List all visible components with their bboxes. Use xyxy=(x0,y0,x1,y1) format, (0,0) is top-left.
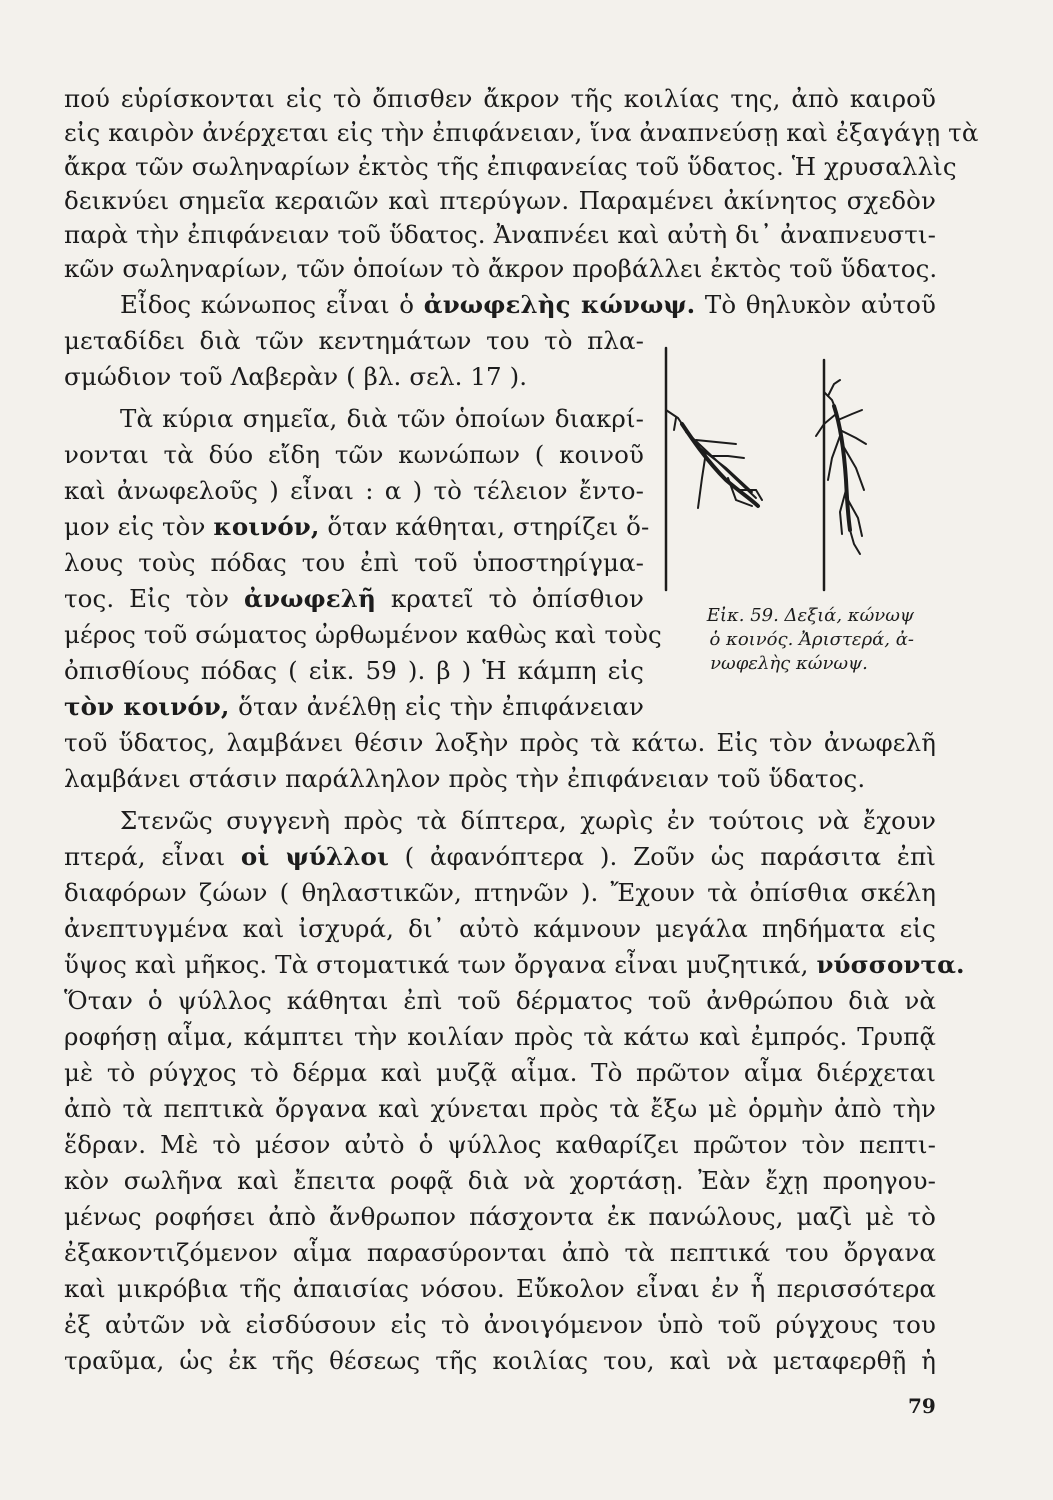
term-fleas: οἱ ψύλλοι xyxy=(240,842,389,871)
text-line: ὀπισθίους πόδας ( εἰκ. 59 ). β ) Ἡ κάμπη εἰς xyxy=(64,656,644,685)
text-line: εἰς καιρὸν ἀνέρχεται εἰς τὴν ἐπιφάνειαν, ἵνα ἀναπνεύσῃ καὶ ἐξαγάγῃ τὰ xyxy=(64,118,979,147)
text-run: τος. Εἰς τὸν xyxy=(64,584,230,613)
text-line: νονται τὰ δύο εἴδη τῶν κωνώπων ( κοινοῦ xyxy=(64,440,644,469)
caption-line: ὁ κοινός. Ἀριστερά, ἀ- xyxy=(709,629,914,650)
text-run: ( ἀφανόπτερα ). Ζοῦν ὡς παράσιτα ἐπὶ xyxy=(404,842,936,871)
caption-line: νωφελὴς κώνωψ. xyxy=(710,653,868,674)
text-line: ἀνεπτυγμένα καὶ ἰσχυρά, δι᾿ αὐτὸ κάμνουν μεγάλα πηδήματα εἰς xyxy=(64,914,936,943)
text-line: μεταδίδει διὰ τῶν κεντημάτων του τὸ πλα- xyxy=(64,326,644,355)
text-line: μέρος τοῦ σώματος ὠρθωμένον καθὼς καὶ τοὺς xyxy=(64,620,662,649)
text-run: ὅταν κάθηται, στηρίζει ὅ- xyxy=(327,512,650,541)
text-line: καὶ μικρόβια τῆς ἀπαισίας νόσου. Εὔκολον εἶναι ἐν ἧ περισσότερα xyxy=(64,1274,936,1303)
text-line: λαμβάνει στάσιν παράλληλον πρὸς τὴν ἐπιφάνειαν τοῦ ὕδατος. xyxy=(64,764,866,793)
text-line: ἐξακοντιζόμενον αἷμα παρασύρονται ἀπὸ τὰ πεπτικά του ὄργανα xyxy=(64,1238,936,1267)
text-line: καὶ ἀνωφελοῦς ) εἶναι : α ) τὸ τέλειον ἔντο- xyxy=(64,476,644,505)
text-line: κῶν σωληναρίων, τῶν ὁποίων τὸ ἄκρον προβάλλει ἐκτὸς τοῦ ὕδατος. xyxy=(64,254,938,283)
mosquito-figure xyxy=(656,340,902,610)
text-line: διαφόρων ζώων ( θηλαστικῶν, πτηνῶν ). Ἔχουν τὰ ὀπίσθια σκέλη xyxy=(64,878,936,907)
text-line xyxy=(64,842,936,872)
text-line: Τὰ κύρια σημεῖα, διὰ τῶν ὁποίων διακρί- xyxy=(120,404,644,433)
text-line xyxy=(64,950,965,980)
figure-caption xyxy=(664,604,914,676)
text-line xyxy=(120,290,936,320)
term-piercing: νύσσοντα. xyxy=(816,950,965,979)
term-anopheles: ἀνωφελῆ xyxy=(244,584,376,613)
text-line: τραῦμα, ὡς ἐκ τῆς θέσεως τῆς κοιλίας του, καὶ νὰ μεταφερθῇ ἡ xyxy=(64,1346,936,1375)
text-line: ἄκρα τῶν σωληναρίων ἐκτὸς τῆς ἐπιφανείας τοῦ ὕδατος. Ἡ χρυσαλλὶς xyxy=(64,152,957,181)
text-line: ροφήσῃ αἷμα, κάμπτει τὴν κοιλίαν πρὸς τὰ κάτω καὶ ἐμπρός. Τρυπᾷ xyxy=(64,1022,936,1051)
text-line xyxy=(64,512,650,542)
text-line: λους τοὺς πόδας του ἐπὶ τοῦ ὑποστηρίγμα- xyxy=(64,548,644,577)
term-anopheles: ἀνωφελὴς κώνωψ. xyxy=(423,290,696,319)
anopheles-mosquito-drawing xyxy=(666,410,762,508)
text-line: μένως ροφήσει ἀπὸ ἄνθρωπον πάσχοντα ἐκ πανώλους, μαζὶ μὲ τὸ xyxy=(64,1202,936,1231)
text-line: μὲ τὸ ρύγχος τὸ δέρμα καὶ μυζᾷ αἷμα. Τὸ πρῶτον αἷμα διέρχεται xyxy=(64,1058,936,1087)
text-line: Στενῶς συγγενὴ πρὸς τὰ δίπτερα, χωρὶς ἐν τούτοις νὰ ἔχουν xyxy=(120,806,936,835)
page-number: 79 xyxy=(908,1394,936,1418)
text-line xyxy=(64,584,644,614)
caption-line: Εἰκ. 59. Δεξιά, κώνωψ xyxy=(706,605,914,626)
text-run: ὕψος καὶ μῆκος. Τὰ στοματικά των ὄργανα εἶναι μυζητικά, xyxy=(64,950,809,979)
text-line: κὸν σωλῆνα καὶ ἔπειτα ροφᾷ διὰ νὰ χορτάσῃ. Ἐὰν ἔχῃ προηγου- xyxy=(64,1166,936,1195)
text-line: δεικνύει σημεῖα κεραιῶν καὶ πτερύγων. Παραμένει ἀκίνητος σχεδὸν xyxy=(64,186,936,215)
text-line: τοῦ ὕδατος, λαμβάνει θέσιν λοξὴν πρὸς τὰ κάτω. Εἰς τὸν ἀνωφελῆ xyxy=(64,728,936,757)
text-run: κρατεῖ τὸ ὀπίσθιον xyxy=(390,584,644,613)
text-line: παρὰ τὴν ἐπιφάνειαν τοῦ ὕδατος. Ἀναπνέει καὶ αὐτὴ δι᾿ ἀναπνευστι- xyxy=(64,220,936,249)
text-line xyxy=(64,692,644,722)
text-run: Εἶδος κώνωπος εἶναι ὁ xyxy=(120,290,415,319)
text-line: Ὅταν ὁ ψύλλος κάθηται ἐπὶ τοῦ δέρματος τοῦ ἀνθρώπου διὰ νὰ xyxy=(64,986,936,1015)
text-run: πτερά, εἶναι xyxy=(64,842,226,871)
text-line: ἀπὸ τὰ πεπτικὰ ὄργανα καὶ χύνεται πρὸς τὰ ἔξω μὲ ὁρμὴν ἀπὸ τὴν xyxy=(64,1094,936,1123)
text-line: πού εὑρίσκονται εἰς τὸ ὄπισθεν ἄκρον τῆς κοιλίας της, ἀπὸ καιροῦ xyxy=(64,84,936,113)
text-line: ἐξ αὐτῶν νὰ εἰσδύσουν εἰς τὸ ἀνοιγόμενον ὑπὸ τοῦ ρύγχους του xyxy=(64,1310,936,1339)
term-common: τὸν κοινόν, xyxy=(64,692,230,721)
text-run: ὅταν ἀνέλθῃ εἰς τὴν ἐπιφάνειαν xyxy=(238,692,645,721)
text-line: σμώδιον τοῦ Λαβερὰν ( βλ. σελ. 17 ). xyxy=(64,362,528,391)
text-run: μον εἰς τὸν xyxy=(64,512,206,541)
text-line: ἕδραν. Μὲ τὸ μέσον αὐτὸ ὁ ψύλλος καθαρίζει πρῶτον τὸν πεπτι- xyxy=(64,1130,936,1159)
term-common: κοινόν, xyxy=(213,512,320,541)
text-run: Τὸ θηλυκὸν αὐτοῦ xyxy=(704,290,937,319)
